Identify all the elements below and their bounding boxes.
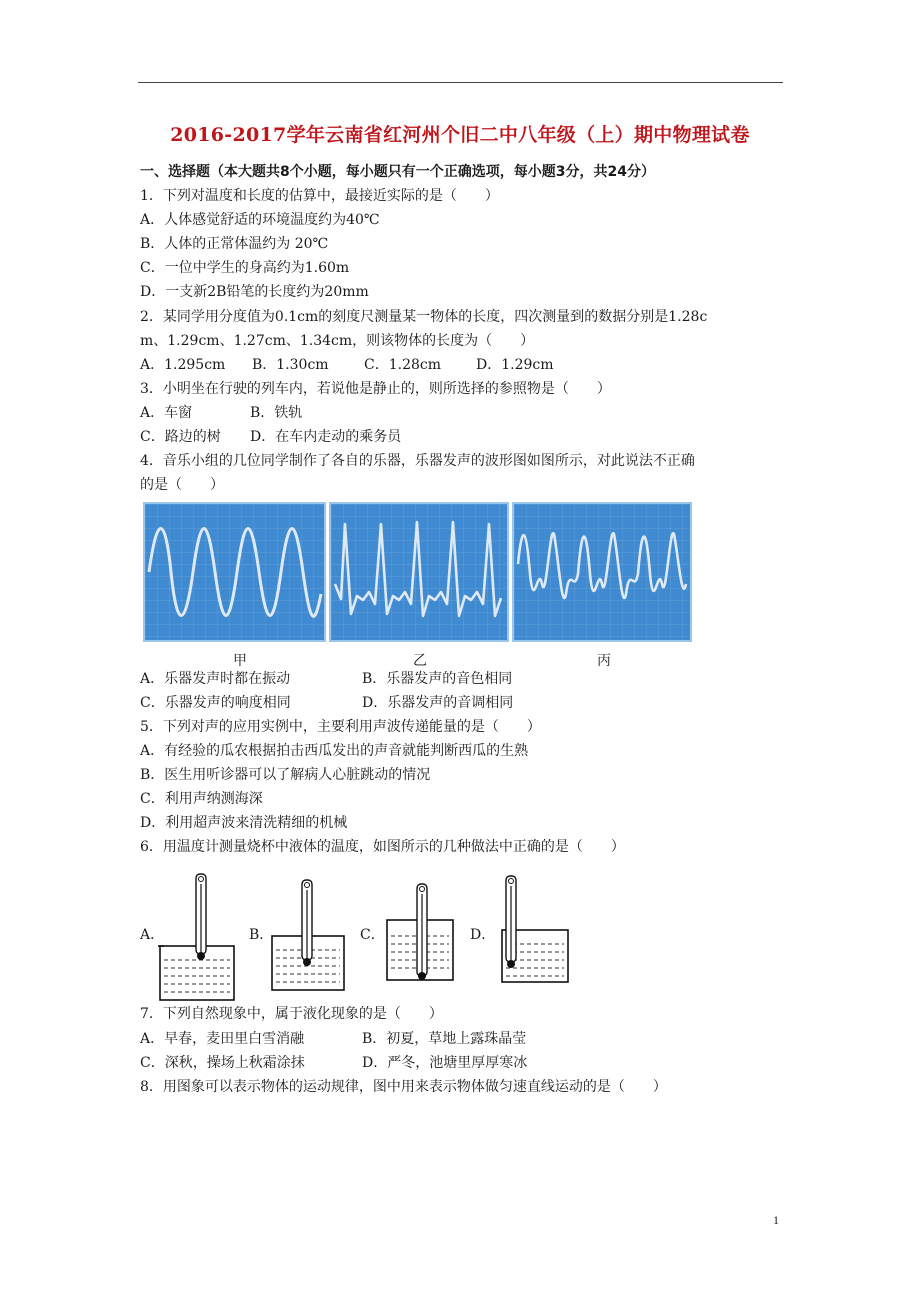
question-5-option-a: A．有经验的瓜农根据拍击西瓜发出的声音就能判断西瓜的生熟 [140,743,529,759]
question-3-option-b: B．铁轨 [250,405,303,421]
question-3-option-d: D．在车内走动的乘务员 [250,429,402,445]
question-3-stem: 3．小明坐在行驶的列车内，若说他是静止的，则所选择的参照物是（ ） [140,381,611,397]
question-6-option-a: A． [140,927,165,943]
question-3-options-row2 [140,428,401,446]
question-1-stem: 1．下列对温度和长度的估算中，最接近实际的是（ ） [140,188,499,204]
question-6-stem: 6．用温度计测量烧杯中液体的温度，如图所示的几种做法中正确的是（ ） [140,839,625,855]
waveform-label-jia: 甲 [233,653,247,669]
question-5-option-b: B．医生用听诊器可以了解病人心脏跳动的情况 [140,767,431,783]
question-4-options-row2 [140,694,584,712]
waveform-label-bing: 丙 [597,653,611,669]
question-4-option-c: C．乐器发声的响度相同 [140,695,291,711]
question-7-options-row1 [140,1030,584,1048]
question-7-stem: 7．下列自然现象中，属于液化现象的是（ ） [140,1006,443,1022]
question-7-option-d: D．严冬，池塘里厚厚寒冰 [362,1055,528,1071]
question-5-option-c: C．利用声纳测海深 [140,791,263,807]
page-number: 1 [773,1213,779,1227]
question-1-option-d: D．一支新2B铅笔的长度约为20mm [140,284,369,300]
waveform-yi [329,502,509,642]
question-8-stem: 8．用图象可以表示物体的运动规律，图中用来表示物体做匀速直线运动的是（ ） [140,1079,667,1095]
question-1-option-b: B．人体的正常体温约为 20℃ [140,236,329,252]
question-2-option-d: D．1.29cm [476,357,554,373]
beaker-thermometer-a [158,870,238,1006]
question-4-option-b: B．乐器发声的音色相同 [362,671,513,687]
question-7-option-c: C．深秋，操场上秋霜涂抹 [140,1055,305,1071]
question-1-option-c: C．一位中学生的身高约为1.60m [140,260,350,276]
question-2-option-b: B．1.30cm [252,357,329,373]
question-2-option-a: A．1.295cm [140,357,226,373]
question-7-option-a: A．早春，麦田里白雪消融 [140,1031,305,1047]
waveform-bing [512,502,692,642]
question-4-option-a: A．乐器发声时都在振动 [140,671,291,687]
question-2-option-c: C．1.28cm [364,357,441,373]
question-5-stem: 5．下列对声的应用实例中，主要利用声波传递能量的是（ ） [140,719,541,735]
question-4-option-d: D．乐器发声的音调相同 [362,695,514,711]
question-7-option-b: B．初夏，草地上露珠晶莹 [362,1031,527,1047]
question-6-option-c: C． [360,927,385,943]
section-heading: 一、选择题（本大题共8个小题，每小题只有一个正确选项，每小题3分，共24分） [140,164,655,180]
question-6-option-b: B． [249,927,274,943]
waveform-label-yi: 乙 [413,653,427,669]
header-rule [138,82,783,83]
question-2-stem-line1: 2．某同学用分度值为0.1cm的刻度尺测量某一物体的长度，四次测量到的数据分别是1.28c [140,309,708,325]
beaker-thermometer-b [268,870,348,1006]
page-title: 2016-2017学年云南省红河州个旧二中八年级（上）期中物理试卷 [170,124,750,146]
waveform-jia [143,502,326,642]
beaker-thermometer-c [383,870,463,1006]
question-2-options [140,356,588,374]
beaker-thermometer-d [492,870,572,1006]
question-4-options-row1 [140,670,584,688]
question-4-stem-line2: 的是（ ） [140,477,224,493]
question-3-options-row1 [140,404,360,422]
question-3-option-c: C．路边的树 [140,429,221,445]
question-6-option-d: D． [470,927,496,943]
question-5-option-d: D．利用超声波来清洗精细的机械 [140,815,348,831]
question-1-option-a: A．人体感觉舒适的环境温度约为40℃ [140,212,380,228]
question-3-option-a: A．车窗 [140,405,193,421]
question-4-stem-line1: 4．音乐小组的几位同学制作了各自的乐器，乐器发声的波形图如图所示，对此说法不正确 [140,453,695,469]
question-7-options-row2 [140,1054,584,1072]
question-2-stem-line2: m、1.29cm、1.27cm、1.34cm，则该物体的长度为（ ） [140,333,535,349]
